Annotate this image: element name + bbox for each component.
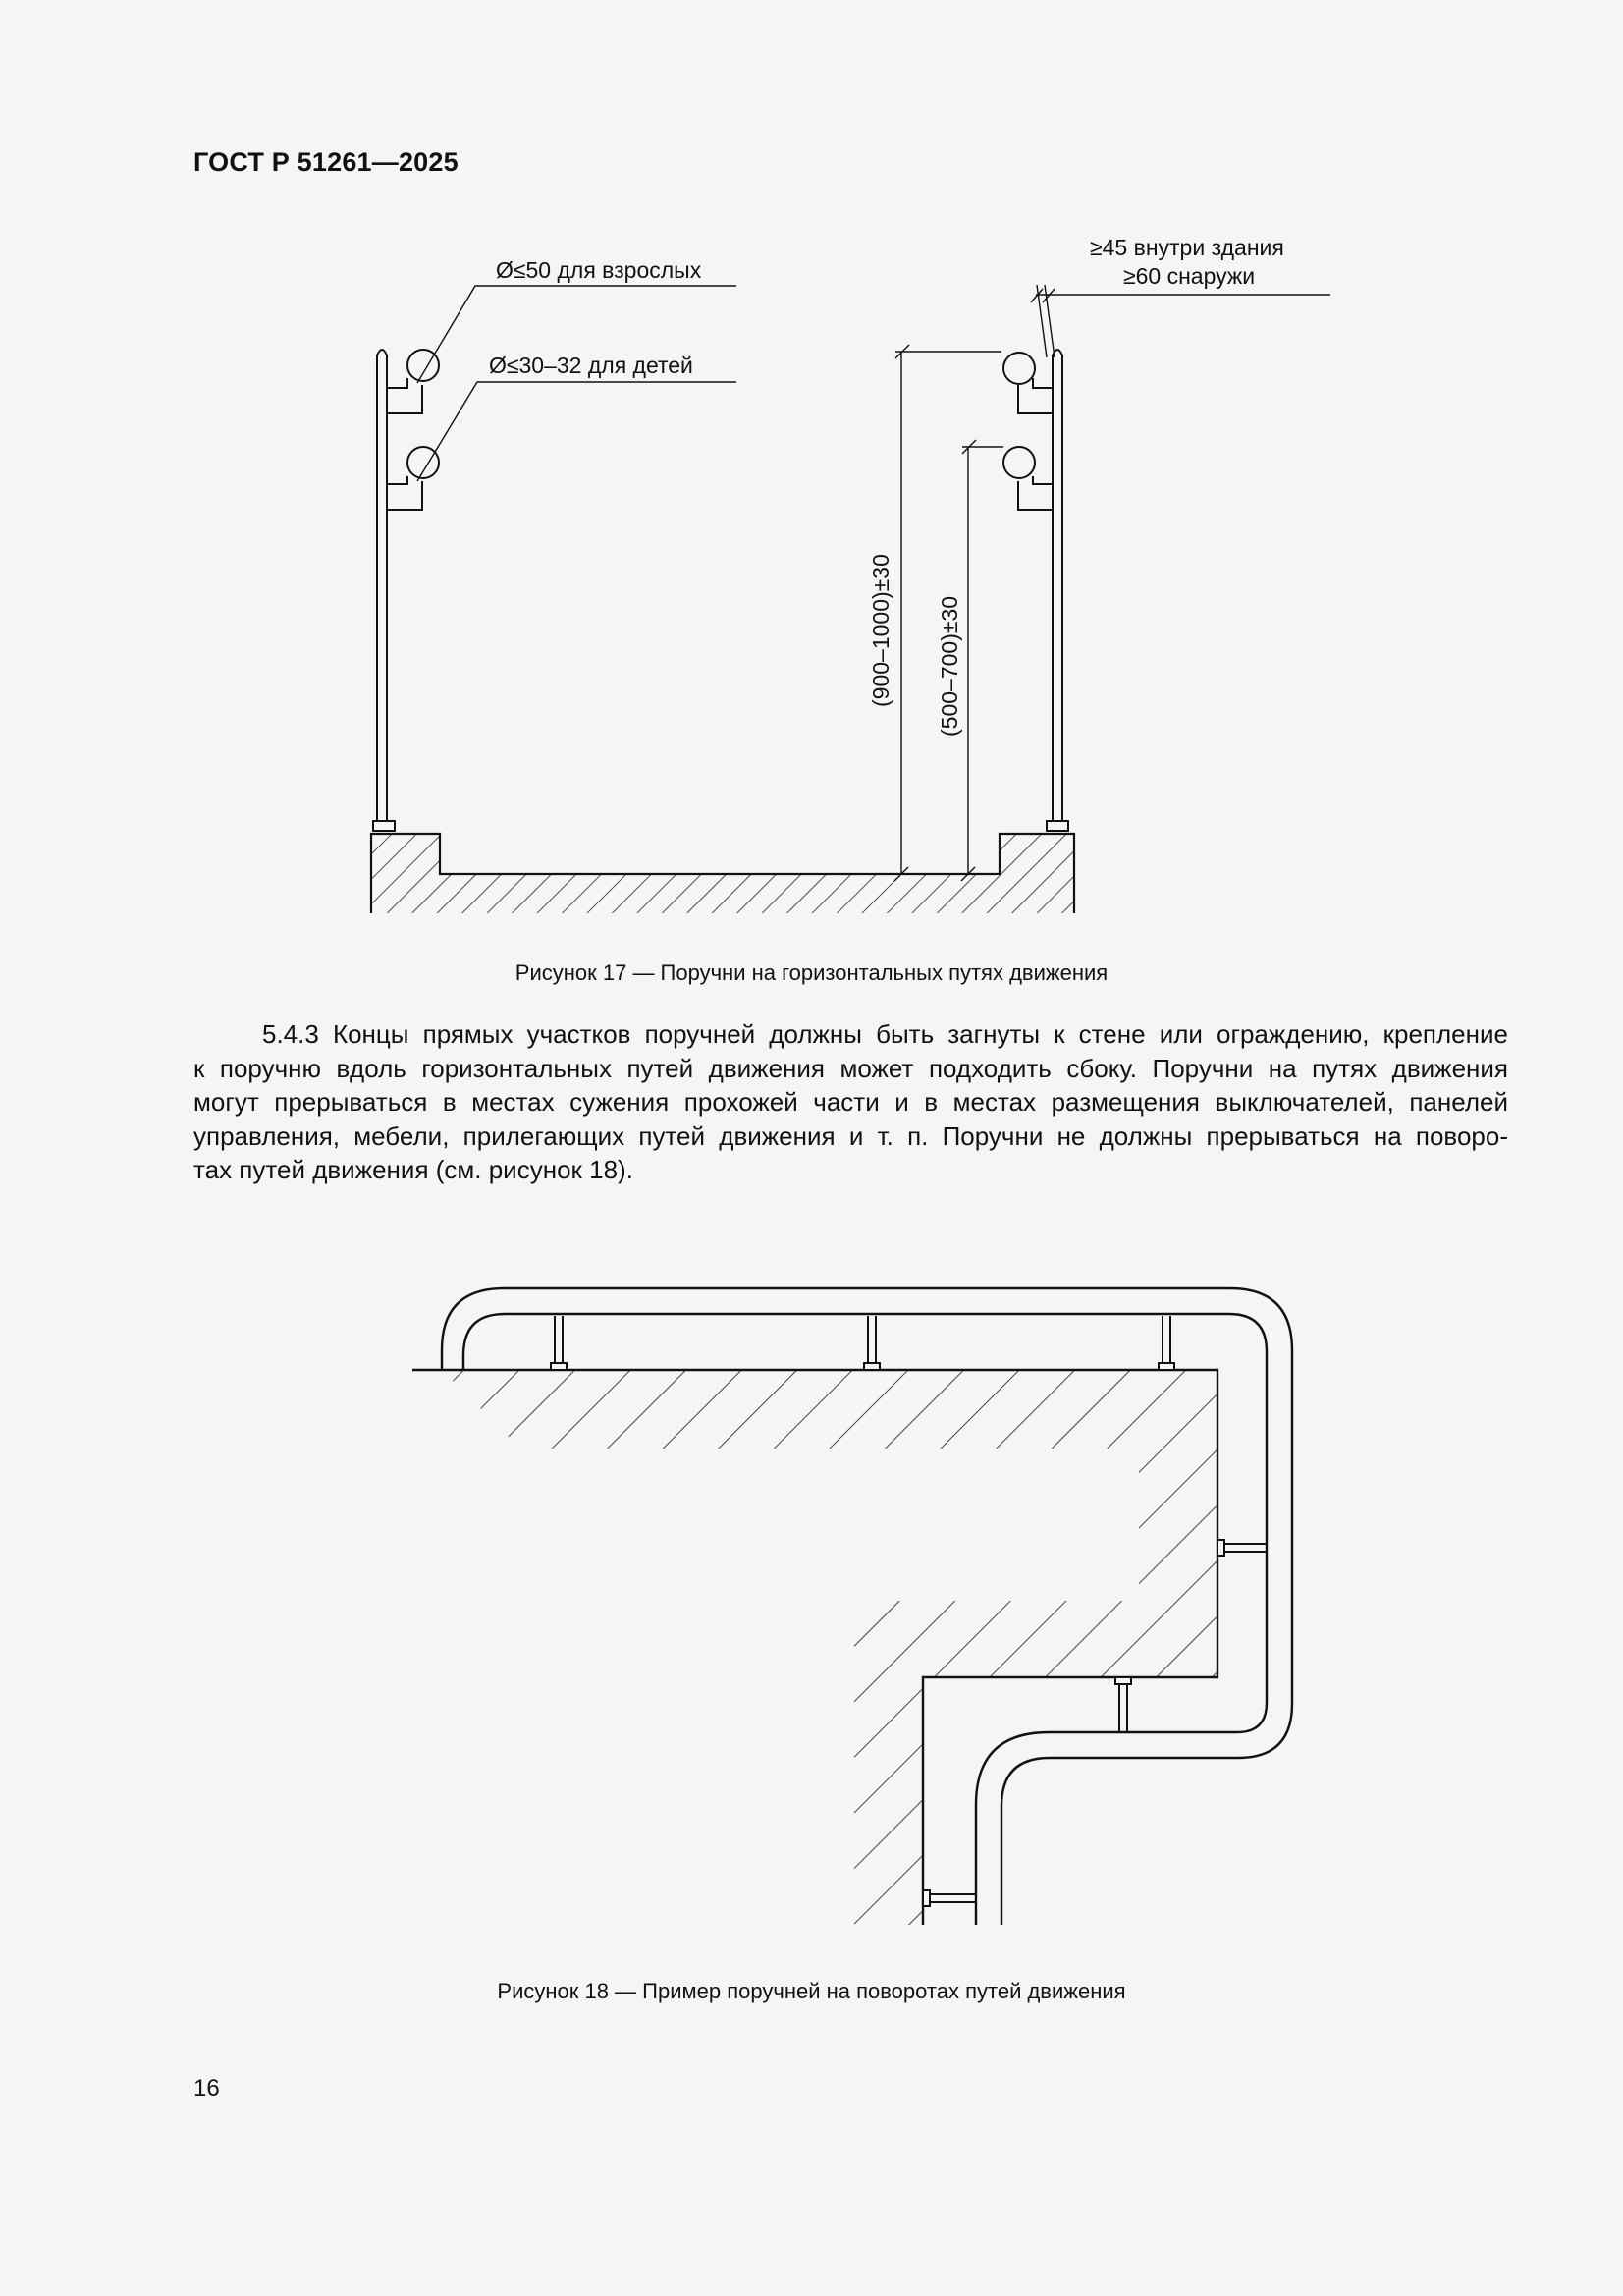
page-number: 16: [193, 2075, 220, 2102]
handrail-child-circle-left: [407, 447, 439, 478]
document-header: ГОСТ Р 51261—2025: [193, 147, 459, 177]
label-inside-building: ≥45 внутри здания: [1090, 235, 1284, 260]
paragraph-line: могут прерываться в местах сужения прохожей части и в местах размещения выключателей, панелей: [193, 1087, 1508, 1117]
figure-17-handrails-horizontal: [353, 221, 1335, 928]
paragraph-5-4-3: [193, 1017, 1508, 1187]
paragraph-line: управления, мебели, прилегающих путей движения и т. п. Поручни не должны прерываться на поворо-: [193, 1121, 1508, 1151]
figure-18-caption: Рисунок 18 — Пример поручней на поворотах путей движения: [497, 1979, 1126, 2003]
label-outside-building: ≥60 снаружи: [1123, 263, 1256, 289]
figure-18-handrails-turns: [403, 1272, 1325, 1940]
right-handrail-post: [1003, 350, 1068, 831]
dimension-low-handrail: (500–700)±30: [937, 595, 962, 737]
paragraph-line: тах путей движения (см. рисунок 18).: [193, 1155, 633, 1184]
label-adult-diameter: Ø≤50 для взрослых: [496, 257, 702, 283]
figure-17-caption: Рисунок 17 — Поручни на горизонтальных путях движения: [514, 960, 1109, 985]
handrail-child-circle-right: [1003, 447, 1035, 478]
paragraph-line: 5.4.3 Концы прямых участков поручней должны быть загнуты к стене или ограждению, крепление: [262, 1019, 1508, 1049]
label-child-diameter: Ø≤30–32 для детей: [489, 353, 693, 378]
dimension-high-handrail: (900–1000)±30: [868, 554, 893, 707]
left-handrail-post: [373, 350, 439, 831]
wall-section: [442, 1370, 1217, 1925]
paragraph-line: к поручню вдоль горизонтальных путей движения может подходить сбоку. Поручни на путях движения: [193, 1053, 1508, 1083]
handrail-adult-circle-right: [1003, 353, 1035, 384]
